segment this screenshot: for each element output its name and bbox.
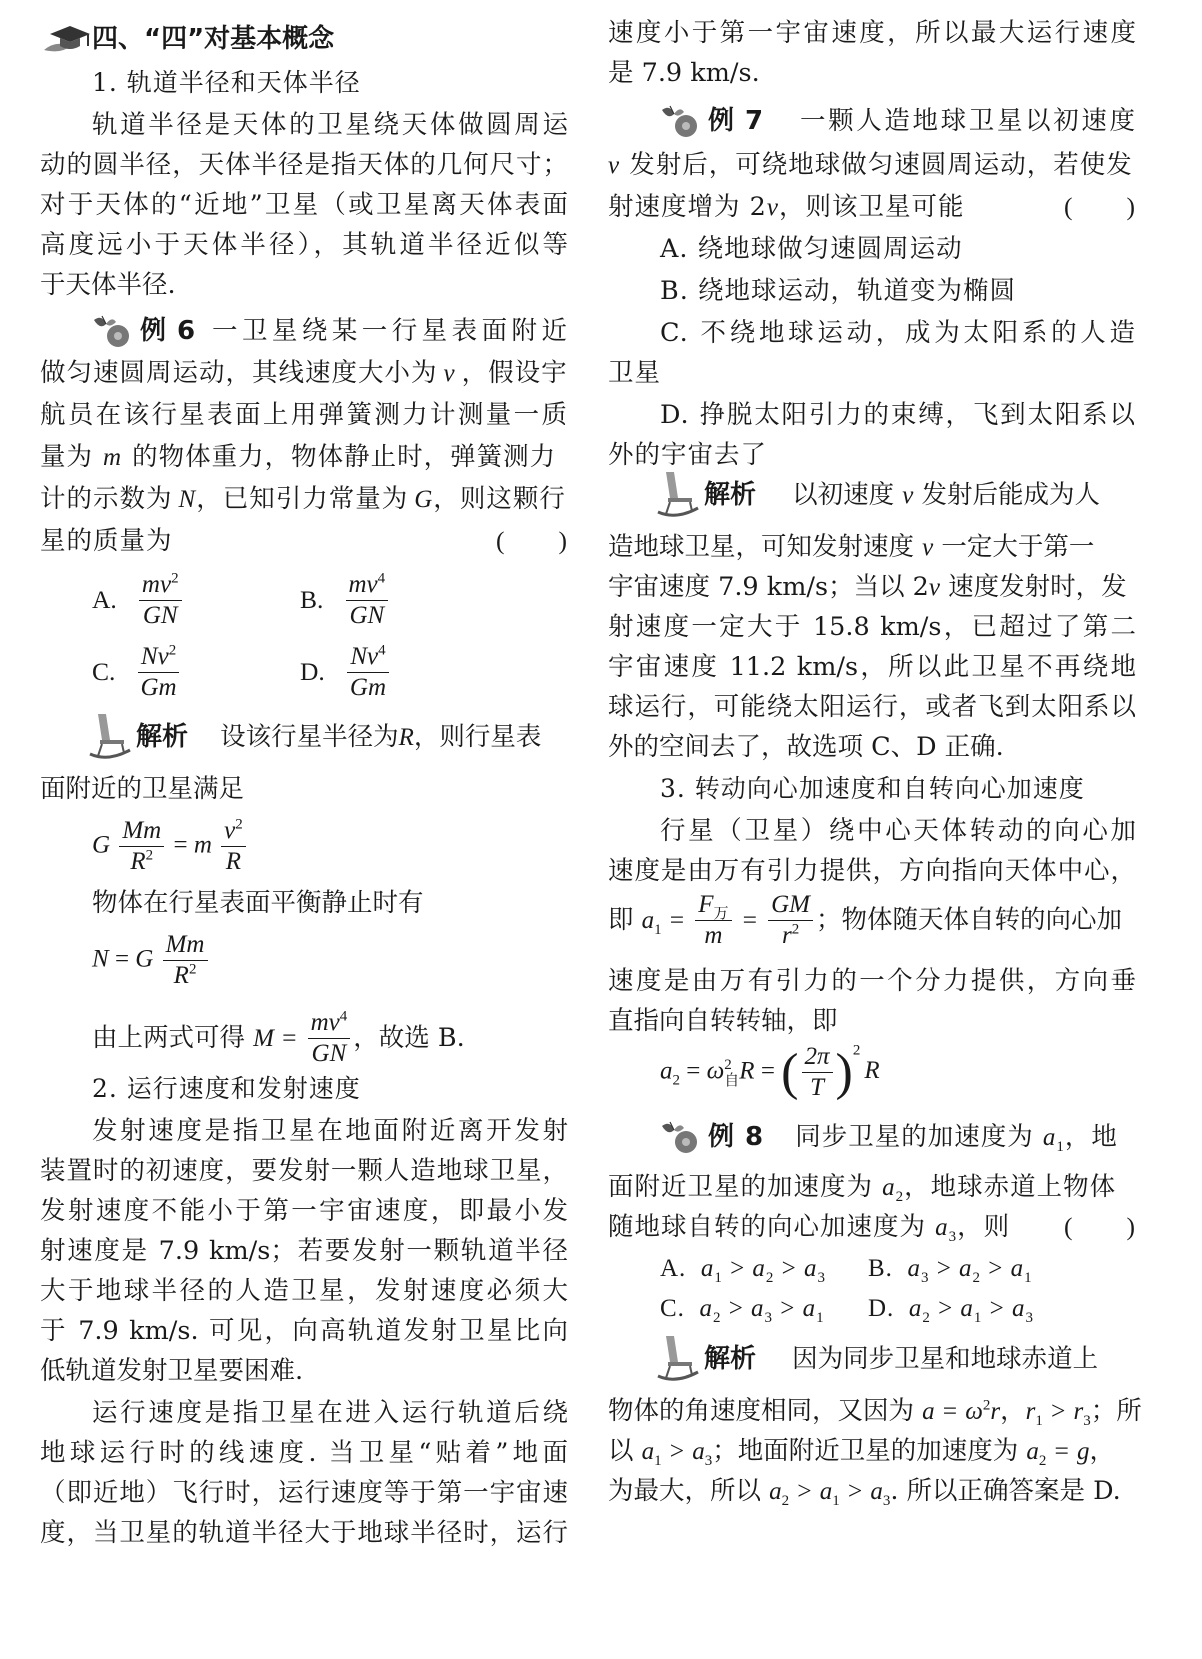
text: ，地球赤道上物体 [904, 1172, 1117, 1202]
ex8-option-b: B. $a_3 > a_2 > a_1$ [868, 1255, 1033, 1286]
ex6-line-1 [96, 310, 568, 352]
section-title: 四、“四”对基本概念 [92, 24, 335, 54]
text-line: 是 7.9 km/s. [608, 58, 760, 88]
an7-line-2 [608, 526, 1136, 568]
text: 随地球自转的向心加速度为 [608, 1212, 936, 1242]
text: 计的示数为 [40, 484, 173, 514]
text: ，则 [957, 1212, 1011, 1242]
ex8-option-a: A. $a_1 > a_2 > a_3$ [660, 1255, 827, 1286]
text-line: （即近地）飞行时，运行速度等于第一宇宙速 [40, 1478, 568, 1508]
num: Mm [119, 818, 164, 847]
option-label: D. [300, 656, 325, 686]
answer-blank: ( ) [496, 526, 568, 555]
sub: 自 [724, 1070, 740, 1089]
ex7-option-a: A. 绕地球做匀速圆周运动 [660, 234, 963, 264]
ex7-line-3 [608, 186, 1136, 228]
den: GN [311, 1040, 347, 1068]
an6-line-1 [96, 716, 568, 758]
num: 2π [802, 1044, 833, 1073]
sub: 万 [713, 904, 729, 922]
option-c [92, 644, 183, 704]
text-line: 度，当卫星的轨道半径大于地球半径时，运行 [40, 1518, 568, 1548]
an7-line-1 [664, 474, 1136, 516]
text: 造地球卫星，可知发射速度 [608, 532, 923, 562]
text-line: 球运行，可能绕太阳运行，或者飞到太阳系以 [608, 692, 1136, 722]
analysis-label: 解析 [704, 1344, 757, 1374]
text: ，则该卫星可能 [778, 192, 965, 222]
exp: 4 [378, 642, 386, 659]
s2-title: 2. 运行速度和发射速度 [92, 1074, 361, 1103]
text: 设该行星半径为 [220, 722, 399, 752]
den: Gm [140, 674, 177, 702]
text: ， [196, 484, 223, 514]
sym: N [92, 945, 109, 973]
exp: 2 [171, 570, 179, 587]
an6-line-3: 物体在行星表面平衡静止时有 [92, 888, 424, 918]
sub: 1 [816, 1310, 825, 1326]
equation-2 [92, 932, 211, 990]
sub: 2 [712, 1310, 722, 1326]
text-line: 高度远小于天体半径），其轨道半径近似等 [40, 230, 568, 260]
text-line: 宇宙速度 11.2 km/s，所以此卫星不再绕地 [608, 652, 1136, 682]
ex7-option-c: C. 不绕地球运动，成为太阳系的人造 [660, 318, 1136, 348]
text-line: 于天体半径. [40, 270, 176, 300]
sub: 2 [672, 1072, 680, 1089]
sym: G [135, 945, 154, 973]
option-d [300, 644, 392, 704]
var-v: v [766, 194, 779, 221]
butterfly-flower-icon [656, 1118, 704, 1156]
text: 即 [608, 904, 642, 935]
an8-line-3: 以 $a_1 > a_3$；地面附近卫星的加速度为 $a_2 = g$， [608, 1436, 1115, 1470]
exp: 4 [377, 570, 386, 587]
text: 以初速度 [792, 480, 903, 510]
text: ；所 [1090, 1396, 1142, 1426]
num: mv [141, 571, 172, 598]
text: ，则行星表 [413, 722, 542, 752]
ex7-option-d-cont: 外的宇宙去了 [608, 440, 768, 470]
den: GN [349, 602, 385, 630]
sub: 1 [1024, 1270, 1033, 1286]
sym: ω [706, 1057, 725, 1085]
exp: 4 [339, 1008, 348, 1025]
text-line: 射速度一定大于 15.8 km/s，已超过了第二 [608, 612, 1136, 642]
ex7-option-c-cont: 卫星 [608, 358, 662, 388]
num: GM [768, 892, 813, 921]
text: ；地面附近卫星的加速度为 [712, 1436, 1027, 1466]
text: 一颗人造地球卫星以初速度 [800, 106, 1136, 136]
den: R [225, 848, 242, 876]
butterfly-flower-icon [656, 102, 704, 140]
sym: R [739, 1057, 755, 1085]
text-line: 大于地球半径的人造卫星，发射速度必须大 [40, 1276, 568, 1306]
text: ，故选 B. [353, 1022, 465, 1053]
text-line: 射速度是 7.9 km/s；若要发射一颗轨道半径 [40, 1236, 568, 1266]
option-a [92, 572, 185, 632]
ex8-label: 例 8 [708, 1122, 765, 1152]
s3-title: 3. 转动向心加速度和自转向心加速度 [660, 774, 1085, 803]
rocking-chair-icon [88, 710, 132, 762]
graduation-cap-icon [40, 20, 92, 58]
ex6-line-2: 做匀速圆周运动，其线速度大小为 v ，假设宇 [40, 358, 568, 388]
ex6-label: 例 6 [140, 316, 197, 346]
an6-line-4: 由上两式可得 M = $\frac{mv^4}{GN}$ ，故选 B. [92, 1008, 465, 1068]
exp: 2 [791, 921, 800, 938]
sym: R [864, 1057, 880, 1085]
var-N: N [178, 486, 197, 513]
an8-line-1 [664, 1338, 1136, 1380]
text: ， [1089, 1436, 1115, 1466]
text: 量为 [40, 442, 94, 472]
sub: 2 [765, 1270, 775, 1286]
sub: 3 [817, 1270, 827, 1286]
ex6-line-3: 航员在该行星表面上用弹簧测力计测量一质 [40, 400, 568, 430]
answer-blank: ( ) [1064, 1212, 1136, 1241]
ex8-line-3: 随地球自转的向心加速度为 $a_3$，则 ( ) [608, 1206, 1136, 1248]
exp: 2 [168, 642, 177, 659]
text: 由上两式可得 [92, 1022, 246, 1053]
text: 一定大于第一 [933, 532, 1095, 562]
text-line: 于 7.9 km/s. 可见，向高轨道发射卫星比向 [40, 1316, 568, 1346]
ex7-line-1 [664, 100, 1136, 142]
den: R [130, 848, 146, 876]
text-line: 运行速度是指卫星在进入运行轨道后绕 [92, 1398, 568, 1428]
analysis-label: 解析 [704, 480, 757, 510]
rocking-chair-icon [656, 468, 700, 520]
text: 宇宙速度 7.9 km/s；当以 2 [608, 572, 929, 602]
text: . 所以正确答案是 D. [890, 1476, 1121, 1506]
an8-line-4: 为最大，所以 $a_2 > a_1 > a_3$. 所以正确答案是 D. [608, 1476, 1121, 1510]
text: ， [433, 484, 460, 514]
var-v: v [928, 574, 941, 601]
num: F [698, 891, 714, 918]
ex8-option-c: C. $a_2 > a_3 > a_1$ [660, 1295, 825, 1326]
equals: = [686, 1057, 701, 1085]
sym: G [92, 831, 111, 859]
text: 速度发射时，发 [940, 572, 1127, 602]
text-line: 速度是由万有引力的一个分力提供，方向垂 [608, 966, 1136, 996]
var-v: v [608, 152, 621, 179]
equals: = [173, 831, 188, 859]
sub: 1 [654, 921, 662, 938]
equals: = [760, 1057, 775, 1085]
sub: 3 [764, 1310, 774, 1326]
s3-equation-2: $a_2 = \omega$ 2 自 R = ( $\frac{2\pi}{T}$ )$^2$R [660, 1042, 880, 1102]
var-v: v [922, 534, 934, 561]
an6-line-2: 面附近的卫星满足 [40, 774, 245, 804]
var-v: v [902, 482, 914, 509]
sym: a [660, 1057, 673, 1085]
text: ；物体随天体自转的向心加 [816, 904, 1123, 935]
sub: 2 [922, 1310, 931, 1326]
text: 射速度增为 2 [608, 192, 767, 222]
s3-equation-1 [608, 892, 1136, 956]
var-G: G [414, 486, 434, 513]
text: 因为同步卫星和地球赤道上 [792, 1344, 1099, 1374]
num: mv [310, 1009, 340, 1036]
sym: a [641, 906, 655, 934]
s1-title: 1. 轨道半径和天体半径 [92, 68, 361, 97]
text: 同步卫星的加速度为 [795, 1122, 1043, 1152]
text: 做匀速圆周运动，其线速度大小为 [40, 358, 438, 388]
option-label: B. [868, 1255, 893, 1282]
num: mv [348, 571, 378, 598]
den: r [781, 922, 792, 950]
option-label: A. [92, 584, 117, 614]
text-line: 直指向自转转轴，即 [608, 1006, 838, 1036]
text-line: 装置时的初速度，要发射一颗人造地球卫星， [40, 1156, 568, 1186]
text-line: 行星（卫星）绕中心天体转动的向心加 [660, 816, 1136, 846]
text: 面附近卫星的加速度为 [608, 1172, 883, 1202]
num: Nv [140, 643, 169, 670]
equation-1 [92, 818, 249, 876]
num: Nv [350, 643, 379, 670]
sym: m [193, 831, 212, 859]
option-label: D. [868, 1295, 895, 1322]
den: T [810, 1074, 824, 1102]
text-line: 发射速度是指卫星在地面附近离开发射 [92, 1116, 568, 1146]
ex7-option-b: B. 绕地球运动，轨道变为椭圆 [660, 276, 1016, 306]
var-R: R [398, 724, 414, 751]
exp: 2 [235, 816, 243, 833]
section-heading [92, 18, 334, 60]
sub: 1 [714, 1270, 723, 1286]
text-line: 地球运行时的线速度. 当卫星“贴着”地面 [40, 1438, 568, 1468]
num: v [224, 817, 236, 844]
sub: 1 [973, 1310, 983, 1326]
butterfly-flower-icon [88, 312, 136, 350]
text: 则这颗行 [459, 484, 566, 514]
text: ，地 [1064, 1122, 1118, 1152]
exp: 2 [145, 847, 154, 864]
ex6-line-5 [40, 478, 568, 520]
exp: 2 [852, 1042, 861, 1059]
ex7-option-d: D. 挣脱太阳引力的束缚，飞到太阳系以 [660, 400, 1136, 430]
text-line: 对于天体的“近地”卫星（或卫星离天体表面 [40, 190, 568, 220]
text-line: 速度是由万有引力提供，方向指向天体中心， [608, 856, 1136, 886]
ex6-text: 一卫星绕某一行星表面附近 [212, 316, 568, 346]
den: R [173, 962, 189, 990]
ex8-line-1: 例 8 同步卫星的加速度为 $a_1$，地 [664, 1116, 1136, 1158]
answer-blank: ( ) [1064, 192, 1136, 221]
option-label: C. [660, 1295, 685, 1322]
equals: = [114, 945, 130, 973]
den: GN [142, 602, 178, 630]
text: 星的质量为 [40, 526, 173, 556]
text: 已知引力常量为 [222, 484, 409, 514]
ex8-line-2: 面附近卫星的加速度为 $a_2$，地球赤道上物体 [608, 1172, 1117, 1206]
text-line: 外的空间去了，故选项 C、D 正确. [608, 732, 1004, 762]
text: 为最大，所以 [608, 1476, 770, 1506]
text: 以 [608, 1436, 642, 1466]
ex7-line-2 [608, 144, 1136, 186]
num: Mm [163, 932, 208, 961]
text: 发射后能成为人 [913, 480, 1100, 510]
rocking-chair-icon [656, 1332, 700, 1384]
analysis-label: 解析 [136, 722, 189, 752]
option-label: B. [300, 584, 324, 614]
option-b [300, 572, 391, 632]
option-label: A. [660, 1255, 687, 1282]
sub: 3 [1025, 1310, 1035, 1326]
sub: 2 [972, 1270, 982, 1286]
den: m [704, 922, 723, 950]
an8-line-2: 物体的角速度相同，又因为 $a = \omega^2r$，$r_1 > r_3$；所 [608, 1396, 1142, 1430]
text: ，假设宇 [461, 358, 568, 388]
var-m: m [103, 444, 123, 471]
var-M: M [253, 1024, 274, 1052]
text: 发射后，可绕地球做匀速圆周运动，若使发 [620, 150, 1133, 180]
sub: 3 [920, 1270, 930, 1286]
ex6-line-6 [40, 520, 568, 562]
ex7-label: 例 7 [708, 106, 765, 136]
option-label: C. [92, 656, 116, 686]
den: Gm [349, 674, 387, 702]
ex6-line-4 [40, 436, 568, 478]
exp: 2 [188, 961, 197, 978]
equals: = [669, 904, 685, 934]
equals: = [742, 904, 758, 934]
ex8-option-d: D. $a_2 > a_1 > a_3$ [868, 1295, 1035, 1326]
text-line: 速度小于第一宇宙速度，所以最大运行速度 [608, 18, 1136, 48]
an7-line-3 [608, 566, 1136, 608]
text-line: 轨道半径是天体的卫星绕天体做圆周运 [92, 110, 568, 140]
exp: 2 [724, 1056, 732, 1073]
text-line: 发射速度不能小于第一宇宙速度，即最小发 [40, 1196, 568, 1226]
text: 物体的角速度相同，又因为 [608, 1396, 923, 1426]
text-line: 动的圆半径，天体半径是指天体的几何尺寸； [40, 150, 568, 180]
text-line: 低轨道发射卫星要困难. [40, 1356, 304, 1386]
text: 的物体重力，物体静止时，弹簧测力 [132, 442, 557, 472]
